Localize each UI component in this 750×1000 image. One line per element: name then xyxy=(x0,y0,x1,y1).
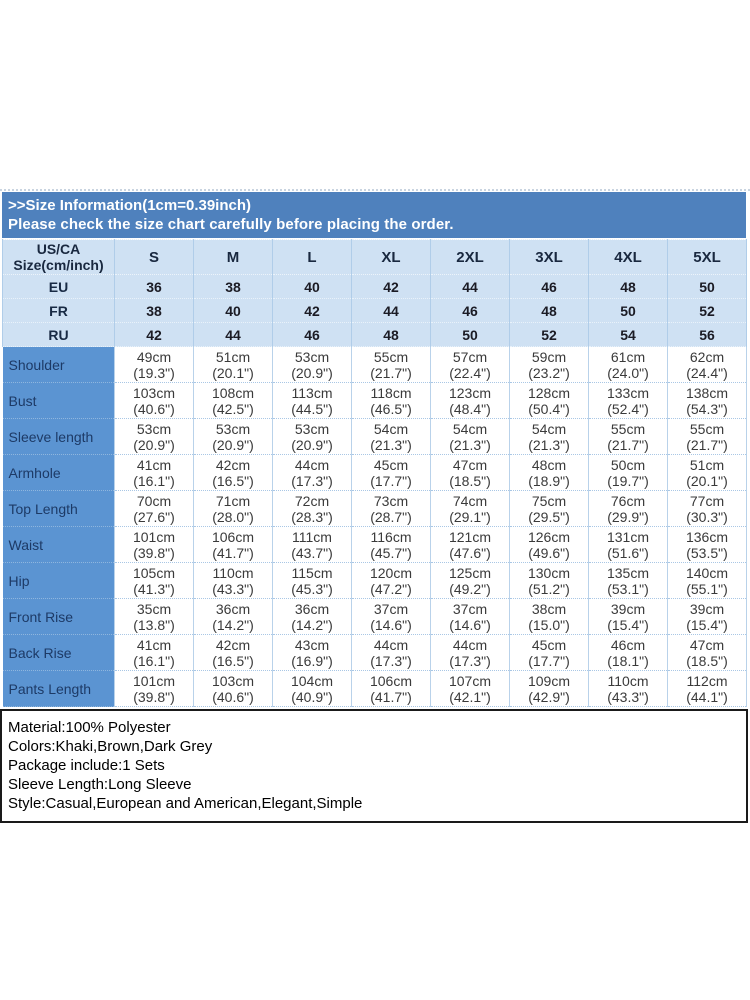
region-value: 44 xyxy=(352,299,431,323)
measurement-value: 54cm (21.3") xyxy=(510,419,589,455)
measurement-value: 110cm (43.3") xyxy=(194,563,273,599)
measurement-value: 42cm (16.5") xyxy=(194,455,273,491)
size-column-header: 5XL xyxy=(668,240,747,275)
measurement-value: 103cm (40.6") xyxy=(194,671,273,707)
measurement-value: 49cm (19.3") xyxy=(115,347,194,383)
measurement-value: 37cm (14.6") xyxy=(431,599,510,635)
measurement-label: Front Rise xyxy=(3,599,115,635)
region-value: 40 xyxy=(194,299,273,323)
measurement-value: 111cm (43.7") xyxy=(273,527,352,563)
measurement-value: 128cm (50.4") xyxy=(510,383,589,419)
measurement-value: 135cm (53.1") xyxy=(589,563,668,599)
region-value: 38 xyxy=(115,299,194,323)
measurement-value: 75cm (29.5") xyxy=(510,491,589,527)
measurement-value: 104cm (40.9") xyxy=(273,671,352,707)
measurement-value: 51cm (20.1") xyxy=(668,455,747,491)
detail-line: Style:Casual,European and American,Elegant,Simple xyxy=(8,795,363,812)
measurement-value: 53cm (20.9") xyxy=(273,419,352,455)
measurement-row xyxy=(3,455,747,491)
measurement-value: 43cm (16.9") xyxy=(273,635,352,671)
measurement-value: 55cm (21.7") xyxy=(352,347,431,383)
measurement-row xyxy=(3,671,747,707)
banner-subtitle: Please check the size chart carefully before placing the order. xyxy=(8,216,454,233)
measurement-value: 101cm (39.8") xyxy=(115,527,194,563)
measurement-value: 36cm (14.2") xyxy=(273,599,352,635)
measurement-value: 70cm (27.6") xyxy=(115,491,194,527)
measurement-value: 47cm (18.5") xyxy=(431,455,510,491)
region-value: 56 xyxy=(668,323,747,347)
measurement-value: 46cm (18.1") xyxy=(589,635,668,671)
measurement-value: 39cm (15.4") xyxy=(668,599,747,635)
region-value: 46 xyxy=(510,275,589,299)
measurement-value: 109cm (42.9") xyxy=(510,671,589,707)
measurement-row xyxy=(3,599,747,635)
measurement-value: 72cm (28.3") xyxy=(273,491,352,527)
measurement-value: 50cm (19.7") xyxy=(589,455,668,491)
size-column-header: S xyxy=(115,240,194,275)
measurement-value: 121cm (47.6") xyxy=(431,527,510,563)
measurement-value: 54cm (21.3") xyxy=(352,419,431,455)
measurement-value: 41cm (16.1") xyxy=(115,455,194,491)
region-value: 36 xyxy=(115,275,194,299)
measurement-value: 53cm (20.9") xyxy=(115,419,194,455)
size-chart-sheet xyxy=(2,192,746,823)
measurement-value: 62cm (24.4") xyxy=(668,347,747,383)
measurement-label: Sleeve length xyxy=(3,419,115,455)
measurement-value: 36cm (14.2") xyxy=(194,599,273,635)
banner-title: >>Size Information(1cm=0.39inch) xyxy=(8,197,251,214)
measurement-value: 37cm (14.6") xyxy=(352,599,431,635)
measurement-value: 38cm (15.0") xyxy=(510,599,589,635)
region-value: 48 xyxy=(352,323,431,347)
measurement-label: Armhole xyxy=(3,455,115,491)
measurement-row xyxy=(3,383,747,419)
measurement-value: 42cm (16.5") xyxy=(194,635,273,671)
measurement-row xyxy=(3,527,747,563)
region-label: FR xyxy=(3,299,115,323)
region-value: 38 xyxy=(194,275,273,299)
measurement-value: 55cm (21.7") xyxy=(589,419,668,455)
measurement-value: 53cm (20.9") xyxy=(273,347,352,383)
measurement-row xyxy=(3,563,747,599)
measurement-value: 48cm (18.9") xyxy=(510,455,589,491)
region-row xyxy=(3,299,747,323)
measurement-value: 39cm (15.4") xyxy=(589,599,668,635)
measurement-value: 45cm (17.7") xyxy=(352,455,431,491)
region-row xyxy=(3,323,747,347)
measurement-value: 41cm (16.1") xyxy=(115,635,194,671)
region-value: 40 xyxy=(273,275,352,299)
measurement-value: 136cm (53.5") xyxy=(668,527,747,563)
region-value: 50 xyxy=(589,299,668,323)
measurement-label: Shoulder xyxy=(3,347,115,383)
measurement-value: 53cm (20.9") xyxy=(194,419,273,455)
measurement-label: Back Rise xyxy=(3,635,115,671)
size-table-body xyxy=(3,240,747,707)
measurement-value: 103cm (40.6") xyxy=(115,383,194,419)
measurement-value: 138cm (54.3") xyxy=(668,383,747,419)
measurement-label: Pants Length xyxy=(3,671,115,707)
size-table xyxy=(2,239,747,707)
measurement-label: Top Length xyxy=(3,491,115,527)
measurement-value: 112cm (44.1") xyxy=(668,671,747,707)
region-value: 46 xyxy=(431,299,510,323)
measurement-value: 54cm (21.3") xyxy=(431,419,510,455)
region-value: 54 xyxy=(589,323,668,347)
measurement-row xyxy=(3,419,747,455)
region-value: 50 xyxy=(431,323,510,347)
detail-line: Sleeve Length:Long Sleeve xyxy=(8,776,192,793)
region-value: 48 xyxy=(510,299,589,323)
measurement-value: 76cm (29.9") xyxy=(589,491,668,527)
measurement-label: Waist xyxy=(3,527,115,563)
measurement-value: 73cm (28.7") xyxy=(352,491,431,527)
size-column-header: XL xyxy=(352,240,431,275)
region-row xyxy=(3,275,747,299)
size-column-header: M xyxy=(194,240,273,275)
measurement-value: 44cm (17.3") xyxy=(273,455,352,491)
measurement-value: 57cm (22.4") xyxy=(431,347,510,383)
measurement-label: Hip xyxy=(3,563,115,599)
product-details-box xyxy=(0,709,748,823)
measurement-value: 55cm (21.7") xyxy=(668,419,747,455)
measurement-value: 61cm (24.0") xyxy=(589,347,668,383)
measurement-value: 101cm (39.8") xyxy=(115,671,194,707)
measurement-value: 126cm (49.6") xyxy=(510,527,589,563)
region-value: 46 xyxy=(273,323,352,347)
measurement-value: 47cm (18.5") xyxy=(668,635,747,671)
measurement-value: 106cm (41.7") xyxy=(194,527,273,563)
measurement-value: 71cm (28.0") xyxy=(194,491,273,527)
measurement-value: 45cm (17.7") xyxy=(510,635,589,671)
region-label: EU xyxy=(3,275,115,299)
measurement-value: 113cm (44.5") xyxy=(273,383,352,419)
measurement-value: 120cm (47.2") xyxy=(352,563,431,599)
corner-header: US/CA Size(cm/inch) xyxy=(3,240,115,275)
measurement-value: 140cm (55.1") xyxy=(668,563,747,599)
size-column-header: 2XL xyxy=(431,240,510,275)
measurement-value: 133cm (52.4") xyxy=(589,383,668,419)
measurement-value: 106cm (41.7") xyxy=(352,671,431,707)
measurement-value: 74cm (29.1") xyxy=(431,491,510,527)
measurement-value: 44cm (17.3") xyxy=(352,635,431,671)
region-value: 42 xyxy=(352,275,431,299)
measurement-label: Bust xyxy=(3,383,115,419)
table-header-row xyxy=(3,240,747,275)
measurement-value: 123cm (48.4") xyxy=(431,383,510,419)
region-value: 52 xyxy=(668,299,747,323)
measurement-value: 105cm (41.3") xyxy=(115,563,194,599)
region-value: 42 xyxy=(273,299,352,323)
measurement-value: 51cm (20.1") xyxy=(194,347,273,383)
measurement-value: 77cm (30.3") xyxy=(668,491,747,527)
size-info-banner xyxy=(2,192,746,238)
measurement-value: 118cm (46.5") xyxy=(352,383,431,419)
measurement-value: 107cm (42.1") xyxy=(431,671,510,707)
region-value: 44 xyxy=(431,275,510,299)
region-value: 44 xyxy=(194,323,273,347)
size-column-header: L xyxy=(273,240,352,275)
region-value: 52 xyxy=(510,323,589,347)
measurement-value: 108cm (42.5") xyxy=(194,383,273,419)
measurement-value: 116cm (45.7") xyxy=(352,527,431,563)
measurement-row xyxy=(3,491,747,527)
measurement-value: 130cm (51.2") xyxy=(510,563,589,599)
measurement-value: 35cm (13.8") xyxy=(115,599,194,635)
region-value: 50 xyxy=(668,275,747,299)
region-value: 48 xyxy=(589,275,668,299)
region-label: RU xyxy=(3,323,115,347)
measurement-value: 44cm (17.3") xyxy=(431,635,510,671)
top-divider xyxy=(0,189,750,191)
size-column-header: 4XL xyxy=(589,240,668,275)
region-value: 42 xyxy=(115,323,194,347)
detail-line: Material:100% Polyester xyxy=(8,719,171,736)
size-column-header: 3XL xyxy=(510,240,589,275)
measurement-value: 110cm (43.3") xyxy=(589,671,668,707)
measurement-value: 59cm (23.2") xyxy=(510,347,589,383)
detail-line: Package include:1 Sets xyxy=(8,757,165,774)
measurement-row xyxy=(3,347,747,383)
measurement-value: 115cm (45.3") xyxy=(273,563,352,599)
detail-line: Colors:Khaki,Brown,Dark Grey xyxy=(8,738,213,755)
measurement-value: 131cm (51.6") xyxy=(589,527,668,563)
measurement-row xyxy=(3,635,747,671)
measurement-value: 125cm (49.2") xyxy=(431,563,510,599)
